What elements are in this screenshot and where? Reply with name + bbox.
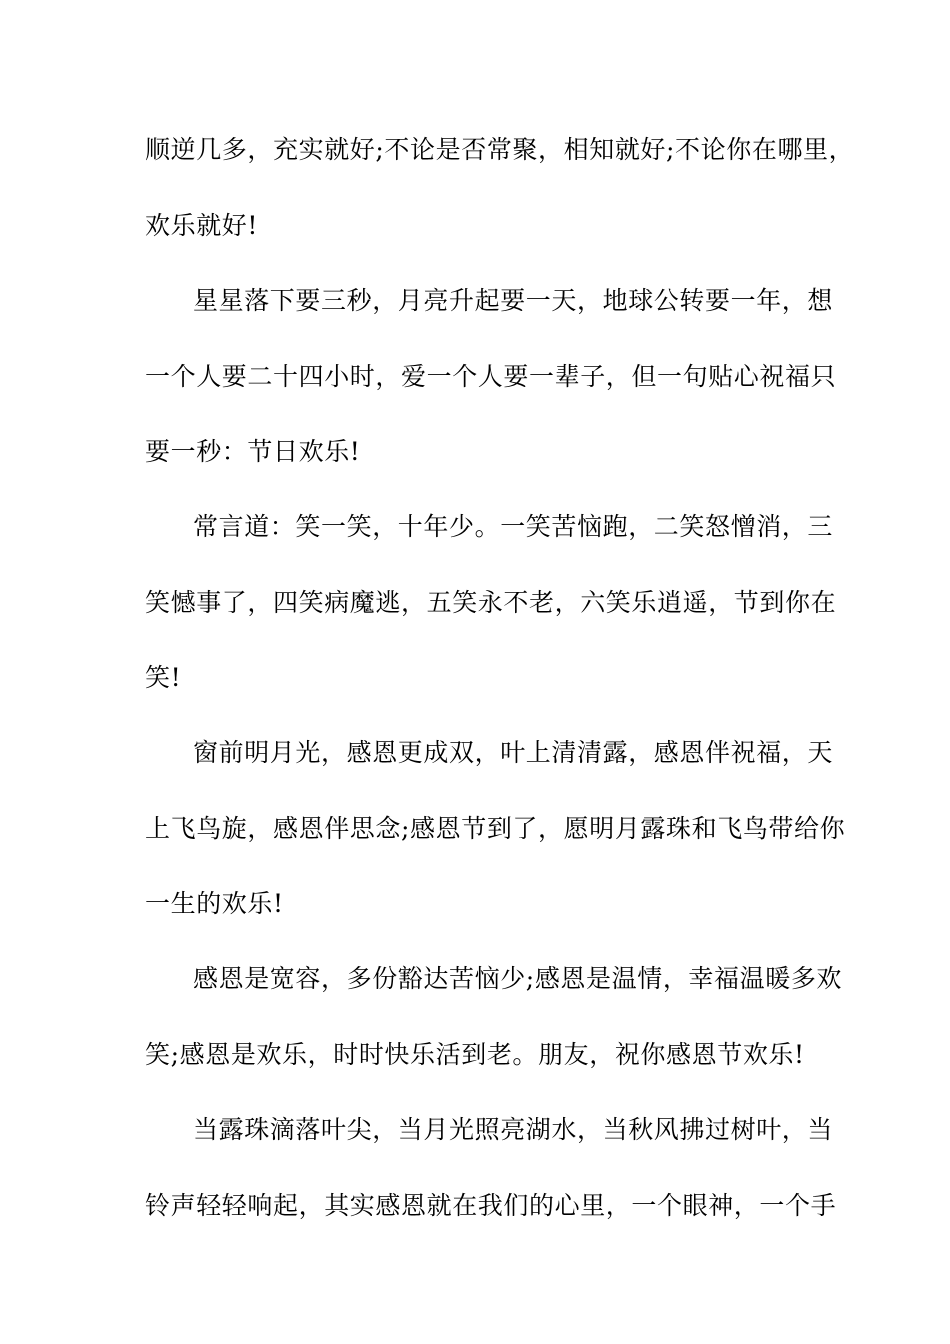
- paragraph-2-line-2: 一个人要二十四小时，爱一个人要一辈子，但一句贴心祝福只: [145, 362, 837, 391]
- paragraph-1-line-1: 顺逆几多，充实就好;不论是否常聚，相知就好;不论你在哪里，: [145, 135, 855, 164]
- paragraph-3-line-2: 笑憾事了，四笑病魔逃，五笑永不老，六笑乐逍遥，节到你在: [145, 588, 837, 617]
- paragraph-4-line-1: 窗前明月光，感恩更成双，叶上清清露，感恩伴祝福，天: [193, 738, 834, 767]
- paragraph-1-line-2: 欢乐就好!: [145, 211, 259, 240]
- paragraph-5-line-1: 感恩是宽容，多份豁达苦恼少;感恩是温情，幸福温暖多欢: [193, 964, 843, 993]
- paragraph-6-line-2: 铃声轻轻响起，其实感恩就在我们的心里，一个眼神，一个手: [145, 1191, 837, 1220]
- paragraph-4-line-3: 一生的欢乐!: [145, 889, 284, 918]
- paragraph-2-line-1: 星星落下要三秒，月亮升起要一天，地球公转要一年，想: [193, 286, 834, 315]
- paragraph-2-line-3: 要一秒：节日欢乐!: [145, 437, 361, 466]
- paragraph-3-line-1: 常言道：笑一笑，十年少。一笑苦恼跑，二笑怒憎消，三: [193, 512, 834, 541]
- paragraph-3-line-3: 笑!: [145, 663, 182, 692]
- paragraph-6-line-1: 当露珠滴落叶尖，当月光照亮湖水，当秋风拂过树叶，当: [193, 1115, 834, 1144]
- paragraph-5-line-2: 笑;感恩是欢乐，时时快乐活到老。朋友，祝你感恩节欢乐!: [145, 1040, 805, 1069]
- paragraph-4-line-2: 上飞鸟旋，感恩伴思念;感恩节到了，愿明月露珠和飞鸟带给你: [145, 814, 846, 843]
